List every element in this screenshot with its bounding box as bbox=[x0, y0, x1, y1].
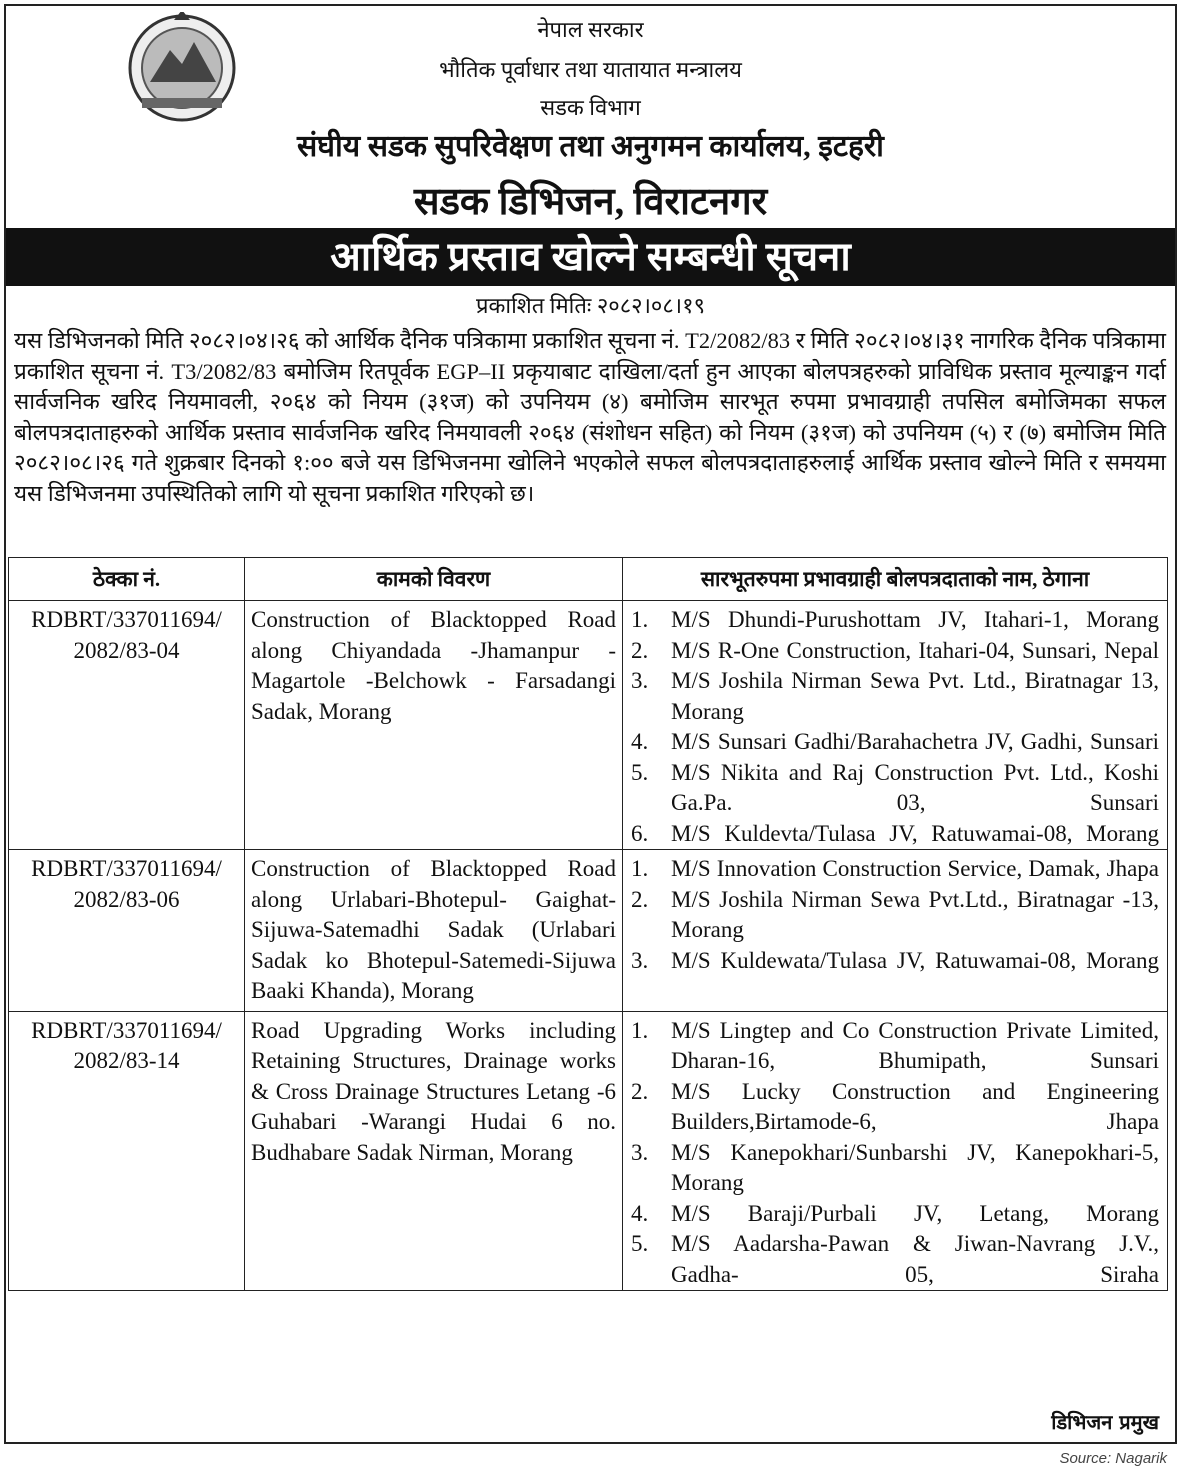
bidder-name: M/S Aadarsha-Pawan & Jiwan-Navrang J.V., Gadha- 05, Siraha bbox=[671, 1231, 1159, 1287]
bidder-number: 1. bbox=[631, 856, 649, 881]
table-row bbox=[9, 850, 1168, 1012]
bidder-name: M/S R-One Construction, Itahari-04, Sunsari, Nepal bbox=[671, 637, 1159, 663]
bidder-number: 2. bbox=[631, 1078, 649, 1104]
bidder-name: M/S Innovation Construction Service, Damak, Jhapa bbox=[671, 856, 1159, 881]
work-description: Construction of Blacktopped Road along Urlabari-Bhotepul- Gaighat-Sijuwa-Satemadhi Sadak (Urlabari Sadak ko Bhotepul-Satemedi-Sijuwa Baaki Khanda), Morang bbox=[245, 850, 623, 1012]
source-credit: Source: Nagarik bbox=[1059, 1450, 1167, 1467]
bidder-number: 1. bbox=[631, 607, 649, 632]
bidder-item bbox=[627, 946, 1159, 977]
bidder-item bbox=[627, 666, 1159, 727]
bidder-item bbox=[627, 885, 1159, 946]
division-name: सडक डिभिजन, विराटनगर bbox=[413, 181, 768, 223]
bidder-number: 3. bbox=[631, 947, 649, 973]
bidder-item bbox=[627, 1138, 1159, 1199]
bidder-item bbox=[627, 1077, 1159, 1138]
bidder-name: M/S Baraji/Purbali JV, Letang, Morang bbox=[671, 1200, 1159, 1226]
bidder-item bbox=[627, 854, 1159, 885]
ministry-name: भौतिक पूर्वाधार तथा यातायात मन्त्रालय bbox=[439, 57, 742, 82]
bidder-list-cell bbox=[623, 850, 1168, 1012]
work-description: Road Upgrading Works including Retaining Structures, Drainage works & Cross Drainage Structures Letang -6 Guhabari -Warangi Hudai 6 no. Budhabare Sadak Nirman, Morang bbox=[245, 1011, 623, 1291]
department-name: सडक विभाग bbox=[540, 95, 641, 120]
bidder-item bbox=[627, 819, 1159, 850]
bidder-item bbox=[627, 636, 1159, 667]
bidder-name: M/S Nikita and Raj Construction Pvt. Ltd., Koshi Ga.Pa. 03, Sunsari bbox=[671, 759, 1159, 815]
bidder-number: 6. bbox=[631, 820, 649, 846]
notice-title: आर्थिक प्रस्ताव खोल्ने सम्बन्धी सूचना bbox=[6, 228, 1175, 286]
bidder-item bbox=[627, 605, 1159, 636]
bidder-item bbox=[627, 1229, 1159, 1290]
bidder-number: 3. bbox=[631, 668, 649, 693]
bidder-number: 2. bbox=[631, 637, 649, 663]
table-row bbox=[9, 601, 1168, 850]
bidder-name: M/S Sunsari Gadhi/Barahachetra JV, Gadhi, Sunsari bbox=[671, 729, 1159, 754]
bidder-list-cell bbox=[623, 1011, 1168, 1291]
bidder-item bbox=[627, 1199, 1159, 1230]
header-description: कामको विवरण bbox=[245, 558, 623, 601]
bidder-list bbox=[627, 1016, 1159, 1291]
bidder-number: 5. bbox=[631, 1231, 649, 1256]
bidder-name: M/S Lingtep and Co Construction Private Limited, Dharan-16, Bhumipath, Sunsari bbox=[671, 1017, 1159, 1073]
bidder-number: 1. bbox=[631, 1017, 649, 1043]
office-name: संघीय सडक सुपरिवेक्षण तथा अनुगमन कार्यालय, इटहरी bbox=[297, 130, 884, 163]
bidder-number: 4. bbox=[631, 729, 649, 754]
contract-no: RDBRT/337011694/ 2082/83-04 bbox=[9, 601, 245, 850]
bidder-name: M/S Lucky Construction and Engineering Builders,Birtamode-6, Jhapa bbox=[671, 1078, 1159, 1134]
bidder-list bbox=[627, 854, 1159, 976]
govt-name: नेपाल सरकार bbox=[537, 17, 644, 42]
work-description: Construction of Blacktopped Road along Chiyandada -Jhamanpur - Magartole -Belchowk - Farsadangi Sadak, Morang bbox=[245, 601, 623, 850]
bidder-number: 5. bbox=[631, 759, 649, 785]
bidder-name: M/S Kuldevta/Tulasa JV, Ratuwamai-08, Morang bbox=[671, 820, 1159, 846]
bidder-list bbox=[627, 605, 1159, 849]
bidder-item bbox=[627, 1016, 1159, 1077]
bidder-name: M/S Kuldewata/Tulasa JV, Ratuwamai-08, Morang bbox=[671, 947, 1159, 973]
bidders-table bbox=[8, 557, 1168, 1291]
bidder-item bbox=[627, 758, 1159, 819]
published-date: प्रकाशित मितिः २०८२।०८।१९ bbox=[475, 293, 706, 318]
bidder-name: M/S Kanepokhari/Sunbarshi JV, Kanepokhari-5, Morang bbox=[671, 1139, 1159, 1195]
bidder-number: 4. bbox=[631, 1200, 649, 1226]
bidder-number: 3. bbox=[631, 1139, 649, 1165]
bidder-number: 2. bbox=[631, 886, 649, 912]
table-row bbox=[9, 1011, 1168, 1291]
table-header-row bbox=[9, 558, 1168, 601]
bidder-name: M/S Dhundi-Purushottam JV, Itahari-1, Morang bbox=[671, 607, 1159, 632]
contract-no: RDBRT/337011694/ 2082/83-06 bbox=[9, 850, 245, 1012]
contract-no: RDBRT/337011694/ 2082/83-14 bbox=[9, 1011, 245, 1291]
header-contract-no: ठेक्का नं. bbox=[9, 558, 245, 601]
header-bidders: सारभूतरुपमा प्रभावग्राही बोलपत्रदाताको नाम, ठेगाना bbox=[623, 558, 1168, 601]
bidder-list-cell bbox=[623, 601, 1168, 850]
bidder-name: M/S Joshila Nirman Sewa Pvt. Ltd., Biratnagar 13, Morang bbox=[671, 668, 1159, 724]
bidder-name: M/S Joshila Nirman Sewa Pvt.Ltd., Biratnagar -13, Morang bbox=[671, 886, 1159, 942]
signature: डिभिजन प्रमुख bbox=[1051, 1410, 1159, 1434]
bidder-item bbox=[627, 727, 1159, 758]
notice-body: यस डिभिजनको मिति २०८२।०४।२६ को आर्थिक दैनिक पत्रिकामा प्रकाशित सूचना नं. T2/2082/83 र मिति २०८२।०४।३१ नागरिक दैनिक पत्रिकामा प्रकाशित सूचना नं. T3/2082/83 बमोजिम रितपूर्वक EGP–II प्रकृयाबाट दाखिला/दर्ता हुन आएका बोलपत्रहरुको प्राविधिक प्रस्ताव मूल्याङ्कन गर्दा सार्वजनिक खरिद नियमावली, २०६४ को नियम (३१ज) को उपनियम (४) बमोजिम सारभूत रुपमा प्रभावग्राही तपसिल बमोजिमका सफल बोलपत्रदाताहरुको आर्थिक प्रस्ताव सार्वजनिक खरिद निमयावली २०६४ (संशोधन सहित) को नियम (३१ज) को उपनियम (५) र (७) बमोजिम मिति २०८२।०८।२६ गते शुक्रबार दिनको १:०० बजे यस डिभिजनमा खोलिने भएकोले सफल बोलपत्रदाताहरुलाई आर्थिक प्रस्ताव खोल्ने मिति र समयमा यस डिभिजनमा उपस्थितिको लागि यो सूचना प्रकाशित गरिएको छ। bbox=[14, 328, 1166, 506]
